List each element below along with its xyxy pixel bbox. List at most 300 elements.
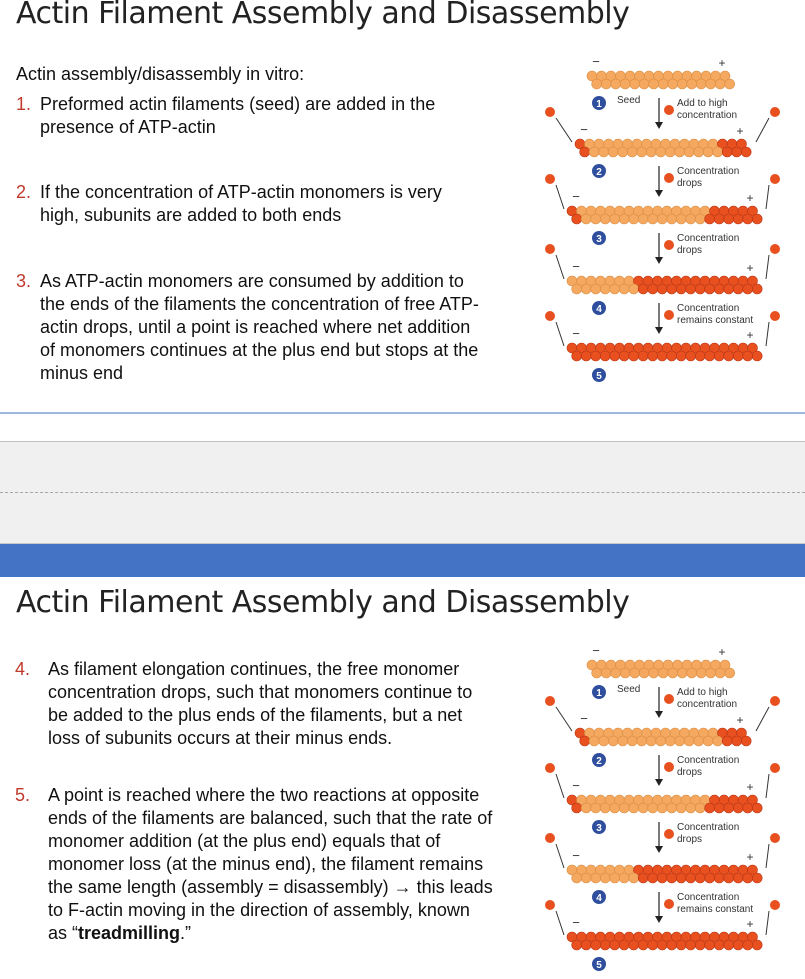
item-text: If the concentration of ATP-actin monomers is very high, subunits are added to both ends (40, 182, 442, 225)
actin-subunit (694, 736, 704, 746)
actin-subunit (648, 940, 658, 950)
actin-subunit (705, 214, 715, 224)
free-monomer (770, 311, 780, 321)
actin-subunit (600, 940, 610, 950)
actin-subunit (619, 940, 629, 950)
arrowhead (655, 190, 663, 197)
actin-subunit (610, 873, 620, 883)
actin-subunit (657, 351, 667, 361)
actin-subunit (627, 147, 637, 157)
plus-end-label: + (746, 328, 754, 342)
free-monomer (545, 763, 555, 773)
actin-subunit (733, 284, 743, 294)
actin-subunit (629, 284, 639, 294)
exchange-arrow (556, 844, 564, 868)
actin-subunit (619, 803, 629, 813)
actin-subunit (591, 214, 601, 224)
actin-subunit (667, 284, 677, 294)
actin-subunit (600, 351, 610, 361)
actin-subunit (695, 351, 705, 361)
step-number: 4 (596, 893, 602, 904)
actin-subunit (638, 940, 648, 950)
actin-subunit (705, 803, 715, 813)
actin-subunit (705, 940, 715, 950)
exchange-arrow (756, 707, 769, 731)
actin-subunit (733, 940, 743, 950)
actin-subunit (724, 873, 734, 883)
actin-subunit (714, 284, 724, 294)
arrowhead (655, 257, 663, 264)
actin-subunit (668, 79, 678, 89)
actin-subunit (724, 214, 734, 224)
exchange-arrow (766, 911, 769, 935)
actin-subunit (572, 873, 582, 883)
slide-gap (0, 441, 805, 544)
actin-subunit (592, 79, 602, 89)
actin-subunit (695, 803, 705, 813)
actin-subunit (656, 736, 666, 746)
transition-label: Add to high (677, 98, 728, 109)
actin-subunit (580, 736, 590, 746)
actin-subunit (637, 736, 647, 746)
actin-subunit (705, 873, 715, 883)
transition-label: Concentration (677, 755, 740, 766)
actin-filament (587, 71, 735, 89)
step-number: 2 (596, 756, 602, 767)
actin-subunit (619, 873, 629, 883)
actin-subunit (675, 147, 685, 157)
actin-subunit (694, 147, 704, 157)
actin-subunit (667, 873, 677, 883)
actin-subunit (589, 736, 599, 746)
exchange-arrow (556, 774, 564, 798)
actin-subunit (725, 668, 735, 678)
plus-end-label: + (736, 124, 744, 138)
actin-filament (575, 728, 751, 746)
transition-label: remains constant (677, 315, 754, 326)
actin-subunit (686, 351, 696, 361)
transition-label: drops (677, 245, 703, 256)
step-number: 3 (596, 234, 602, 245)
actin-subunit (648, 351, 658, 361)
actin-subunit (619, 351, 629, 361)
actin-subunit (684, 147, 694, 157)
actin-subunit (580, 147, 590, 157)
step-number: 2 (596, 167, 602, 178)
actin-subunit (600, 803, 610, 813)
actin-subunit (649, 79, 659, 89)
minus-end-label: − (580, 711, 588, 726)
actin-treadmilling-figure (530, 50, 805, 390)
actin-subunit (677, 79, 687, 89)
free-monomer (545, 311, 555, 321)
actin-subunit (724, 940, 734, 950)
minus-end-label: − (572, 259, 580, 274)
actin-filament (567, 865, 762, 883)
exchange-arrow (556, 118, 572, 142)
actin-subunit (589, 147, 599, 157)
step-number: 5 (596, 371, 602, 382)
actin-subunit (714, 351, 724, 361)
actin-subunit (649, 668, 659, 678)
step-number: 5 (596, 960, 602, 971)
actin-treadmilling-figure (530, 639, 805, 979)
actin-subunit (687, 79, 697, 89)
actin-subunit (648, 284, 658, 294)
actin-subunit (741, 736, 751, 746)
actin-subunit (676, 214, 686, 224)
minus-end-label: − (572, 915, 580, 930)
item-number: 1. (16, 94, 32, 114)
free-monomer (770, 244, 780, 254)
actin-subunit (733, 873, 743, 883)
actin-subunit (714, 803, 724, 813)
actin-subunit (629, 803, 639, 813)
actin-filament (575, 139, 751, 157)
free-monomer (770, 833, 780, 843)
actin-subunit (667, 940, 677, 950)
page-break-divider (0, 492, 805, 493)
actin-subunit (572, 351, 582, 361)
actin-subunit (638, 803, 648, 813)
actin-subunit (572, 284, 582, 294)
minus-end-label: − (580, 122, 588, 137)
arrowhead (655, 779, 663, 786)
actin-subunit (591, 873, 601, 883)
actin-subunit (648, 214, 658, 224)
actin-subunit (713, 147, 723, 157)
item-text (48, 784, 493, 945)
actin-subunit (724, 803, 734, 813)
actin-subunit (572, 940, 582, 950)
actin-subunit (695, 940, 705, 950)
actin-subunit (752, 873, 762, 883)
transition-label: remains constant (677, 904, 754, 915)
exchange-arrow (766, 322, 769, 346)
actin-subunit (677, 668, 687, 678)
actin-subunit (591, 351, 601, 361)
actin-subunit (658, 79, 668, 89)
actin-subunit (714, 940, 724, 950)
monomer-icon (664, 694, 674, 704)
actin-subunit (608, 736, 618, 746)
actin-subunit (657, 284, 667, 294)
actin-subunit (600, 214, 610, 224)
item-text-part: .” (180, 923, 192, 943)
actin-subunit (629, 873, 639, 883)
actin-subunit (722, 736, 732, 746)
actin-subunit (629, 214, 639, 224)
minus-end-label: − (572, 778, 580, 793)
actin-subunit (752, 803, 762, 813)
minus-end-label: − (592, 643, 600, 658)
monomer-icon (664, 762, 674, 772)
actin-subunit (600, 284, 610, 294)
actin-subunit (703, 147, 713, 157)
step-number: 1 (596, 99, 602, 110)
actin-subunit (638, 214, 648, 224)
actin-subunit (743, 940, 753, 950)
actin-subunit (638, 284, 648, 294)
actin-subunit (703, 736, 713, 746)
slide-border (0, 412, 805, 414)
actin-subunit (706, 668, 716, 678)
actin-subunit (657, 803, 667, 813)
item-text: As filament elongation continues, the free monomer concentration drops, such that monomers continue to be added to the plus ends of the filaments, but a net loss of subunits occurs at their minus ends. (48, 659, 473, 748)
actin-filament (567, 206, 762, 224)
actin-subunit (610, 214, 620, 224)
actin-subunit (627, 736, 637, 746)
actin-subunit (592, 668, 602, 678)
transition-label: drops (677, 834, 703, 845)
actin-subunit (610, 284, 620, 294)
plus-end-label: + (746, 850, 754, 864)
free-monomer (770, 900, 780, 910)
transition-label: Concentration (677, 892, 740, 903)
actin-filament (567, 343, 762, 361)
item-number: 5. (15, 785, 31, 805)
actin-subunit (658, 668, 668, 678)
actin-subunit (724, 351, 734, 361)
actin-subunit (581, 351, 591, 361)
slide-2 (0, 577, 805, 979)
actin-subunit (572, 803, 582, 813)
actin-subunit (667, 351, 677, 361)
actin-subunit (686, 940, 696, 950)
plus-end-label: + (746, 191, 754, 205)
actin-subunit (676, 284, 686, 294)
actin-subunit (752, 284, 762, 294)
actin-subunit (676, 940, 686, 950)
actin-subunit (743, 284, 753, 294)
actin-subunit (676, 351, 686, 361)
actin-subunit (572, 214, 582, 224)
actin-subunit (599, 147, 609, 157)
actin-subunit (705, 284, 715, 294)
actin-subunit (581, 214, 591, 224)
exchange-arrow (766, 844, 769, 868)
actin-subunit (676, 873, 686, 883)
item-text-part: A point is reached where the two reactions at opposite ends of the filaments are balanced, such that the rate of monomer addition (at the plus end) equals that of monomer loss (at the minus end), the filament remains the same length (assembly = disassembly) → this leads to F-actin moving in the direction of assembly, known as “ (48, 785, 493, 943)
step-number: 1 (596, 688, 602, 699)
actin-subunit (714, 214, 724, 224)
actin-subunit (743, 803, 753, 813)
intro-text: Actin assembly/disassembly in vitro: (16, 64, 305, 84)
seed-label: Seed (617, 95, 641, 106)
monomer-icon (664, 899, 674, 909)
actin-subunit (714, 873, 724, 883)
free-monomer (770, 174, 780, 184)
arrowhead (655, 846, 663, 853)
exchange-arrow (556, 185, 564, 209)
monomer-icon (664, 310, 674, 320)
actin-subunit (705, 351, 715, 361)
actin-subunit (667, 214, 677, 224)
actin-subunit (657, 214, 667, 224)
free-monomer (545, 174, 555, 184)
actin-subunit (715, 79, 725, 89)
actin-subunit (676, 803, 686, 813)
actin-subunit (706, 79, 716, 89)
actin-subunit (686, 284, 696, 294)
actin-subunit (618, 147, 628, 157)
arrowhead (655, 711, 663, 718)
actin-filament (567, 795, 762, 813)
arrowhead (655, 327, 663, 334)
exchange-arrow (556, 255, 564, 279)
plus-end-label: + (718, 56, 726, 70)
actin-subunit (686, 873, 696, 883)
actin-subunit (667, 803, 677, 813)
exchange-arrow (766, 255, 769, 279)
actin-subunit (675, 736, 685, 746)
exchange-arrow (756, 118, 769, 142)
actin-filament (587, 660, 735, 678)
transition-label: Concentration (677, 822, 740, 833)
actin-subunit (722, 147, 732, 157)
item-text: As ATP-actin monomers are consumed by addition to the ends of the filaments the concentration of free ATP-actin drops, until a point is reached where net addition of monomers continues at the plus end but stops at the minus end (40, 271, 479, 383)
actin-subunit (601, 668, 611, 678)
plus-end-label: + (736, 713, 744, 727)
actin-subunit (665, 147, 675, 157)
free-monomer (545, 107, 555, 117)
exchange-arrow (556, 911, 564, 935)
transition-label: Concentration (677, 303, 740, 314)
minus-end-label: − (572, 189, 580, 204)
actin-subunit (686, 803, 696, 813)
actin-subunit (581, 803, 591, 813)
free-monomer (545, 244, 555, 254)
actin-subunit (743, 873, 753, 883)
arrowhead (655, 916, 663, 923)
actin-subunit (657, 940, 667, 950)
actin-subunit (732, 736, 742, 746)
actin-subunit (725, 79, 735, 89)
actin-subunit (639, 79, 649, 89)
actin-subunit (684, 736, 694, 746)
transition-label: drops (677, 178, 703, 189)
actin-subunit (695, 214, 705, 224)
actin-subunit (638, 873, 648, 883)
transition-label: drops (677, 767, 703, 778)
free-monomer (770, 763, 780, 773)
actin-subunit (668, 668, 678, 678)
actin-subunit (629, 351, 639, 361)
actin-subunit (629, 940, 639, 950)
actin-subunit (752, 351, 762, 361)
plus-end-label: + (718, 645, 726, 659)
exchange-arrow (556, 322, 564, 346)
actin-subunit (686, 214, 696, 224)
exchange-arrow (766, 774, 769, 798)
actin-subunit (713, 736, 723, 746)
transition-label: Concentration (677, 166, 740, 177)
actin-subunit (695, 873, 705, 883)
actin-subunit (600, 873, 610, 883)
free-monomer (545, 696, 555, 706)
actin-subunit (581, 284, 591, 294)
monomer-icon (664, 240, 674, 250)
step-number: 4 (596, 304, 602, 315)
exchange-arrow (556, 707, 572, 731)
actin-subunit (630, 79, 640, 89)
actin-subunit (752, 214, 762, 224)
arrowhead (655, 122, 663, 129)
actin-subunit (639, 668, 649, 678)
actin-subunit (732, 147, 742, 157)
actin-subunit (724, 284, 734, 294)
actin-subunit (637, 147, 647, 157)
item-number: 2. (16, 182, 32, 202)
item-number: 4. (15, 659, 31, 679)
actin-subunit (619, 214, 629, 224)
actin-subunit (601, 79, 611, 89)
free-monomer (770, 107, 780, 117)
actin-subunit (743, 214, 753, 224)
seed-label: Seed (617, 684, 641, 695)
actin-subunit (599, 736, 609, 746)
actin-subunit (733, 803, 743, 813)
slide-title: Actin Filament Assembly and Disassembly (16, 0, 630, 31)
actin-subunit (741, 147, 751, 157)
free-monomer (545, 833, 555, 843)
actin-subunit (733, 351, 743, 361)
actin-subunit (610, 940, 620, 950)
actin-subunit (608, 147, 618, 157)
step-number: 3 (596, 823, 602, 834)
actin-subunit (620, 668, 630, 678)
actin-subunit (591, 940, 601, 950)
monomer-icon (664, 173, 674, 183)
actin-subunit (656, 147, 666, 157)
actin-subunit (610, 803, 620, 813)
plus-end-label: + (746, 780, 754, 794)
actin-subunit (752, 940, 762, 950)
minus-end-label: − (572, 326, 580, 341)
exchange-arrow (766, 185, 769, 209)
item-number: 3. (16, 271, 32, 291)
actin-subunit (695, 284, 705, 294)
free-monomer (770, 696, 780, 706)
actin-subunit (715, 668, 725, 678)
actin-subunit (687, 668, 697, 678)
actin-subunit (638, 351, 648, 361)
actin-subunit (696, 79, 706, 89)
actin-subunit (619, 284, 629, 294)
transition-label: Add to high (677, 687, 728, 698)
slide-title: Actin Filament Assembly and Disassembly (16, 585, 630, 620)
slide-header-band (0, 543, 805, 577)
actin-subunit (611, 79, 621, 89)
item-text: Preformed actin filaments (seed) are added in the presence of ATP-actin (40, 94, 436, 137)
actin-subunit (610, 351, 620, 361)
actin-subunit (657, 873, 667, 883)
actin-subunit (620, 79, 630, 89)
plus-end-label: + (746, 917, 754, 931)
actin-subunit (696, 668, 706, 678)
actin-subunit (591, 803, 601, 813)
minus-end-label: − (592, 54, 600, 69)
actin-subunit (733, 214, 743, 224)
actin-filament (567, 276, 762, 294)
actin-subunit (648, 873, 658, 883)
free-monomer (545, 900, 555, 910)
actin-filament (567, 932, 762, 950)
actin-subunit (581, 873, 591, 883)
actin-subunit (591, 284, 601, 294)
actin-subunit (648, 803, 658, 813)
actin-subunit (618, 736, 628, 746)
